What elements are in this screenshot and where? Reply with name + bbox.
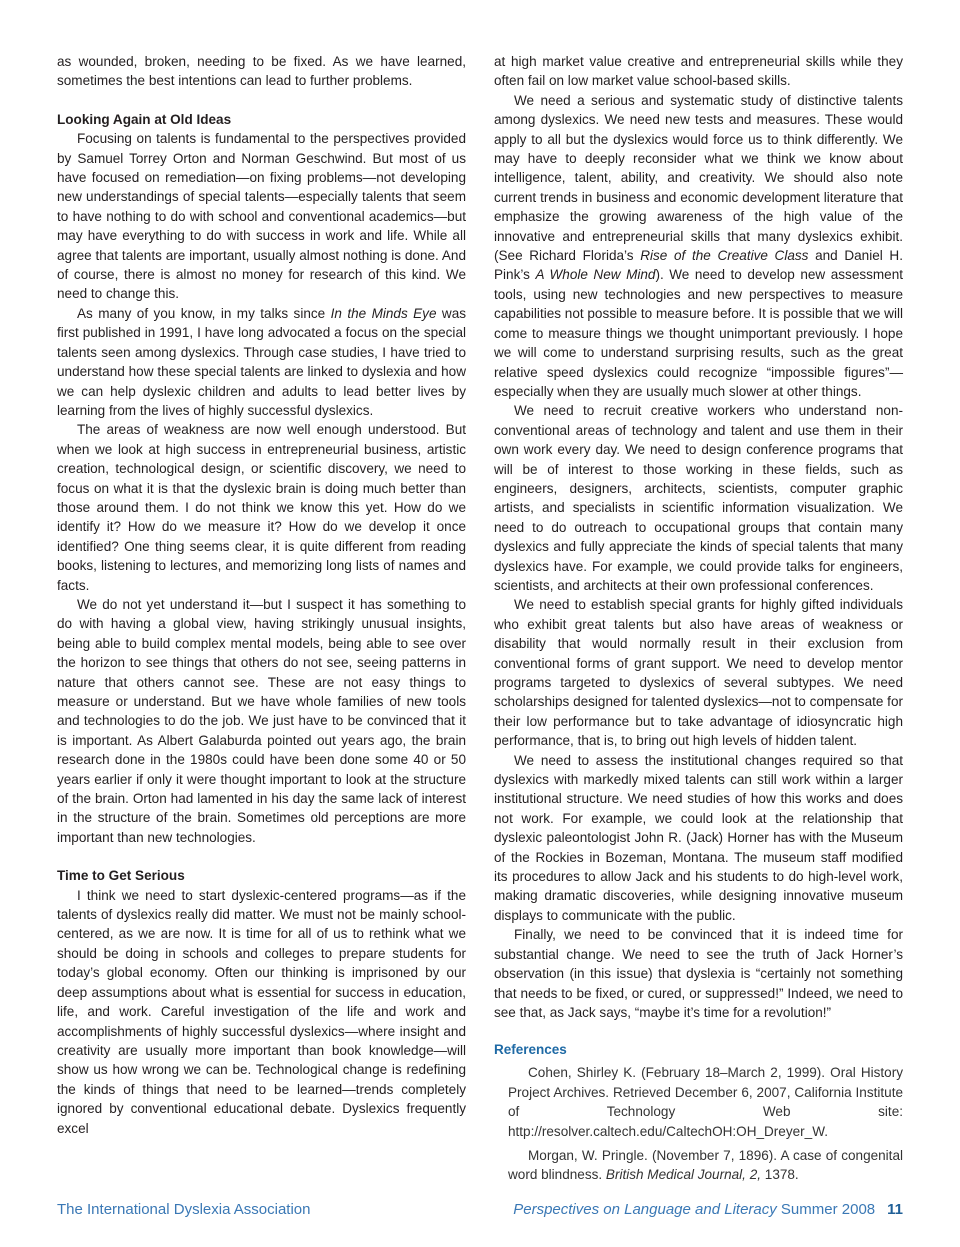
footer-issue: Summer 2008 [780, 1201, 876, 1218]
text-run: We need a serious and systematic study of distinctive talents among dyslexics. We need new tests and measures. These would apply to all but the dyslexics would force us to think differently. We may have to deeply reconsider what we think we know about intelligence, talent, ability, and creativity. We should also note current trends in business and economic development literature that emphasize the growing awareness of the high value of the innovative and entrepreneurial skills that many dyslexics exhibit. (See Richard Florida’s [494, 92, 903, 264]
body-paragraph [494, 91, 903, 402]
body-paragraph: The areas of weakness are now well enough understood. But when we look at high success in entrepreneurial business, artistic creation, technological design, or scientific discovery, we need to focus on what it is that the dyslexic brain is doing much better than those around them. I do not think we know this yet. How do we identify it? How do we measure it? How do we develop it once identified? One thing seems clear, it is quite different from reading books, listening to lectures, and memorizing long lists of names and facts. [57, 422, 466, 593]
reference-journal: British Medical Journal, 2, [605, 1167, 762, 1183]
reference-text: Cohen, Shirley K. (February 18–March 2, 1999). Oral History Project Archives. Retrieved December 6, 2007, California Institute of Technology Web site: http://resolver.caltech.edu/CaltechOH:OH_Dreyer_W. [508, 1065, 903, 1139]
body-paragraph: We need to assess the institutional changes required so that dyslexics with markedly mixed talents can still work within a larger institutional structure. We need studies of how this works and does not work. For example, we could look at the relationship that dyslexic paleontologist John R. (Jack) Horner has with the Museum of the Rockies in Bozeman, Montana. The museum staff modified its procedures to allow Jack and his students to do high-level work, making dramatic discoveries, while designing innovative museum displays to communicate with the public. [494, 752, 903, 923]
spacer [494, 1022, 903, 1041]
section-heading-old-ideas: Looking Again at Old Ideas [57, 111, 232, 127]
reference-item [494, 1063, 903, 1141]
spacer [57, 847, 466, 866]
body-paragraph: I think we need to start dyslexic-centered programs—as if the talents of dyslexics really did matter. We must not be mainly school-centered, as we are now. It is time for all of us to rethink what we should be doing in schools and colleges to prepare students for today’s global economy. Often our thinking is imprisoned by our deep assumptions about what is essential for success in education, life, and work. Careful investigation of the life and work and accomplishments of highly successful dyslexics—where insight and creativity are usually more important than book knowledge—will show us how wrong we can be. Technological change is redefining the kinds of things that need to be learned—trends completely ignored by conventional educational debate. Dyslexics frequently excel [57, 887, 466, 1136]
reference-text: Morgan, W. Pringle. (November 7, 1896). A case of congenital word blindness. [508, 1147, 903, 1183]
body-paragraph: We need to establish special grants for highly gifted individuals who exhibit great talents but also have areas of weakness or disability that would normally result in their exclusion from conventional forms of grant support. We need to develop mentor programs targeted to dyslexics of several subtypes. We need scholarships designed for talented dyslexics—not to compensate for their low performance but to take advantage of idiosyncratic high performance, that is, to bring out high levels of hidden talent. [494, 597, 903, 749]
book-title: Rise of the Creative Class [640, 248, 809, 264]
body-paragraph [57, 304, 466, 420]
right-column [494, 52, 903, 1185]
text-run: and Daniel H. Pink’s [494, 248, 903, 283]
footer-publication [513, 1201, 903, 1218]
footer-organization: The International Dyslexia Association [57, 1201, 311, 1218]
continued-paragraph: at high market value creative and entrepreneurial skills while they often fail on low market value school-based skills. [494, 54, 903, 89]
spacer [57, 91, 466, 110]
reference-text: 1378. [761, 1167, 799, 1183]
page-footer [57, 1201, 903, 1221]
body-paragraph: Finally, we need to be convinced that it is indeed time for substantial change. We need to see the truth of Jack Horner’s observation (in this issue) that dyslexia is “certainly not something that needs to be fixed, or cured, or suppressed!” Indeed, we need to see that, as Jack says, “maybe it’s time for a revolution!” [494, 927, 903, 1020]
references-heading: References [494, 1042, 567, 1058]
text-run: As many of you know, in my talks since [77, 305, 331, 321]
reference-item [494, 1146, 903, 1185]
book-title: In the Minds Eye [330, 305, 437, 321]
page-number: 11 [887, 1201, 903, 1218]
body-paragraph: We do not yet understand it—but I suspect it has something to do with having a global view, having strikingly unusual insights, being able to build complex mental models, being able to see over the horizon to see things that others do not see, seeing patterns in nature that others cannot see. These are not easy things to measure or understand. But we have whole families of new tools and technologies to do the job. We just have to be convinced that it is important. As Albert Galaburda pointed out years ago, the brain research done in the 1980s could have been done some 40 or 50 years earlier if only it were thought important to look at the structure of the brain. Orton had lamented in his day the same lack of interest in the structure of the brain. Sometimes old perceptions are more important than new technologies. [57, 596, 466, 845]
intro-paragraph: as wounded, broken, needing to be fixed. As we have learned, sometimes the best intentions can lead to further problems. [57, 54, 466, 89]
text-run: was first published in 1991, I have long advocated a focus on the special talents seen among dyslexics. Through case studies, I have tried to understand how these special talents are linked to dyslexia and how we can help dyslexic children and adults to lead better lives by learning from the lives of highly successful dyslexics. [57, 305, 467, 418]
section-heading-serious: Time to Get Serious [57, 868, 185, 884]
body-paragraph: We need to recruit creative workers who understand non-conventional areas of technology and talent and use them in their own work every day. We need to design conference programs that will be of interest to those working in these fields, such as engineers, designers, architects, scientists, computer graphic artists, and specialists in scientific information visualization. We need to do outreach to occupational groups that contain many dyslexics and fully appreciate the kinds of special talents that many dyslexics have. For example, we could provide talks for engineers, scientists, and architects at their own professional conferences. [494, 403, 903, 593]
left-column [57, 52, 466, 1138]
book-title: A Whole New Mind [535, 267, 656, 283]
text-run: ). We need to develop new assessment tools, using new technologies and new perspectives to measure capabilities not possible to measure before. It is possible that we will come to measure things we thought unimportant previously. I hope we will come to understand surprising results, such as the great relative speed dyslexics could recognize “impossible figures”—especially when they are usually much slower at other things. [494, 267, 904, 399]
body-paragraph: Focusing on talents is fundamental to the perspectives provided by Samuel Torrey Orton and Norman Geschwind. But most of us have focused on remediation—on fixing problems—not developing new understandings of special talents—especially talents that seem to have nothing to do with school and conventional academics—but may have everything to do with success in work and life. While all agree that talents are important, usually almost nothing is done. And of course, there is almost no money for research of this kind. We need to change this. [57, 131, 466, 302]
footer-journal: Perspectives on Language and Literacy [513, 1201, 777, 1218]
